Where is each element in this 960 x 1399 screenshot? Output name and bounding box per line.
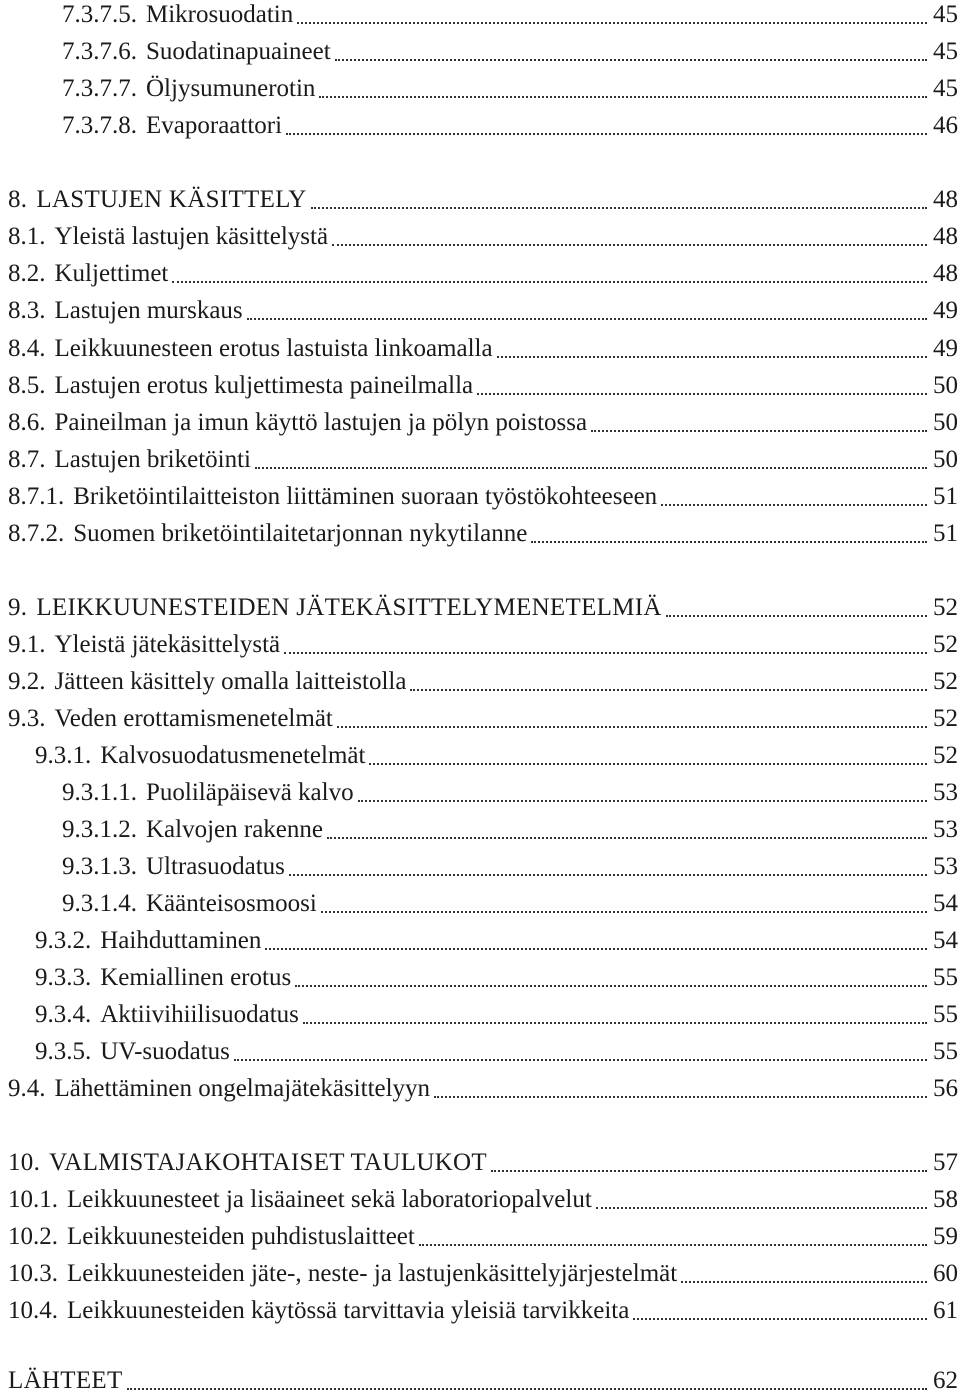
dot-leader (661, 478, 927, 515)
toc-entry-page-number: 50 (933, 446, 958, 473)
toc-entry-number: 10.1. (8, 1186, 58, 1213)
dot-leader (172, 255, 927, 292)
toc-entry-number: 9.3.1.4. (62, 890, 137, 917)
toc-entry[interactable] (0, 848, 958, 885)
dot-leader (265, 922, 927, 959)
toc-entry-title: Lastujen briketöinti (54, 446, 251, 473)
toc-entry-number: 9.3.1. (35, 742, 92, 769)
dot-leader (303, 996, 927, 1033)
toc-entry-page-number: 48 (933, 186, 958, 213)
dot-leader (337, 700, 927, 737)
toc-entry-title: Lastujen murskaus (54, 297, 243, 324)
toc-entry-page-number: 46 (933, 112, 958, 139)
toc-entry-number: 10.3. (8, 1260, 58, 1287)
toc-entry-page-number: 51 (933, 483, 958, 510)
toc-entry-title: Briketöintilaitteiston liittäminen suoraan työstökohteeseen (73, 483, 658, 510)
toc-entry-title: Suomen briketöintilaitetarjonnan nykytilanne (73, 520, 528, 547)
toc-entry-page-number: 52 (933, 631, 958, 658)
toc-entry[interactable] (0, 404, 958, 441)
toc-entry-page-number: 49 (933, 297, 958, 324)
toc-entry[interactable] (0, 478, 958, 515)
dot-leader (419, 1218, 927, 1255)
toc-entry[interactable] (0, 181, 958, 218)
toc-entry-number: 8. (8, 186, 28, 213)
toc-entry-title: Lastujen erotus kuljettimesta paineilmalla (54, 372, 474, 399)
toc-entry-title: Evaporaattori (146, 112, 283, 139)
dot-leader (327, 811, 927, 848)
toc-entry[interactable] (0, 441, 958, 478)
toc-entry-title: LEIKKUUNESTEIDEN JÄTEKÄSITTELYMENETELMIÄ (36, 594, 662, 621)
dot-leader (289, 848, 927, 885)
toc-entry-page-number: 55 (933, 964, 958, 991)
toc-entry-number: 7.3.7.8. (62, 112, 137, 139)
toc-entry-page-number: 51 (933, 520, 958, 547)
toc-entry[interactable] (0, 589, 958, 626)
toc-entry-page-number: 52 (933, 742, 958, 769)
toc-entry-page-number: 50 (933, 409, 958, 436)
toc-entry-number: 8.6. (8, 409, 46, 436)
toc-entry[interactable] (0, 700, 958, 737)
dot-leader (234, 1033, 927, 1070)
toc-entry-number: 9. (8, 594, 28, 621)
toc-entry-title: Käänteisosmoosi (146, 890, 317, 917)
toc-entry-page-number: 56 (933, 1075, 958, 1102)
toc-entry[interactable] (0, 255, 958, 292)
dot-leader (633, 1292, 927, 1329)
toc-entry-title: Suodatinapuaineet (146, 38, 331, 65)
toc-entry-number: 9.3.4. (35, 1001, 92, 1028)
toc-entry-title: Leikkuunesteiden puhdistuslaitteet (67, 1223, 415, 1250)
toc-entry-title: Haihduttaminen (100, 927, 262, 954)
toc-entry-number: 9.3.2. (35, 927, 92, 954)
toc-entry-title: Kemiallinen erotus (100, 964, 292, 991)
toc-entry[interactable] (0, 1362, 958, 1399)
toc-entry-page-number: 59 (933, 1223, 958, 1250)
toc-entry-page-number: 54 (933, 927, 958, 954)
dot-leader (286, 107, 927, 144)
toc-entry-number: 9.3.1.1. (62, 779, 137, 806)
toc-entry-page-number: 52 (933, 705, 958, 732)
toc-entry[interactable] (0, 737, 958, 774)
dot-leader (491, 1144, 927, 1181)
toc-entry-title: Yleistä jätekäsittelystä (54, 631, 281, 658)
toc-entry-title: Leikkuunesteet ja lisäaineet sekä laboratoriopalvelut (67, 1186, 592, 1213)
dot-leader (477, 367, 927, 404)
toc-entry-page-number: 52 (933, 594, 958, 621)
toc-entry-title: Kalvosuodatusmenetelmät (100, 742, 366, 769)
toc-entry-page-number: 52 (933, 668, 958, 695)
toc-entry[interactable] (0, 959, 958, 996)
dot-leader (358, 774, 927, 811)
toc-entry-title: UV-suodatus (100, 1038, 230, 1065)
toc-entry[interactable] (0, 1255, 958, 1292)
toc-entry-title: Leikkuunesteen erotus lastuista linkoamalla (54, 335, 493, 362)
toc-entry[interactable] (0, 996, 958, 1033)
toc-entry-title: Leikkuunesteiden jäte-, neste- ja lastujenkäsittelyjärjestelmät (67, 1260, 678, 1287)
toc-entry-number: 10.4. (8, 1297, 58, 1324)
dot-leader (332, 218, 927, 255)
toc-entry-title: Kuljettimet (54, 260, 169, 287)
toc-entry-title: Puoliläpäisevä kalvo (146, 779, 354, 806)
toc-entry-title: Ultrasuodatus (146, 853, 285, 880)
dot-leader (666, 589, 927, 626)
toc-entry-number: 8.7.2. (8, 520, 65, 547)
toc-entry-number: 8.2. (8, 260, 46, 287)
toc-entry-number: 8.7. (8, 446, 46, 473)
dot-leader (321, 885, 927, 922)
toc-entry-title: LASTUJEN KÄSITTELY (36, 186, 307, 213)
toc-entry[interactable] (0, 885, 958, 922)
toc-entry-page-number: 55 (933, 1001, 958, 1028)
toc-entry-page-number: 57 (933, 1149, 958, 1176)
toc-entry-number: 8.1. (8, 223, 46, 250)
toc-entry-title: Lähettäminen ongelmajätekäsittelyyn (54, 1075, 431, 1102)
dot-leader (127, 1362, 927, 1399)
toc-entry-number: 8.5. (8, 372, 46, 399)
toc-entry-title: Paineilman ja imun käyttö lastujen ja pölyn poistossa (54, 409, 588, 436)
toc-entry[interactable] (0, 1292, 958, 1329)
toc-entry[interactable] (0, 0, 958, 33)
toc-entry-page-number: 62 (933, 1367, 958, 1394)
toc-entry[interactable] (0, 663, 958, 700)
dot-leader (531, 515, 927, 552)
toc-entry-number: 9.3.1.2. (62, 816, 137, 843)
toc-entry[interactable] (0, 1218, 958, 1255)
toc-entry-number: 7.3.7.5. (62, 1, 137, 28)
toc-entry-page-number: 54 (933, 890, 958, 917)
toc-entry[interactable] (0, 218, 958, 255)
toc-entry-number: 9.1. (8, 631, 46, 658)
toc-entry-number: 9.2. (8, 668, 46, 695)
toc-entry-page-number: 53 (933, 853, 958, 880)
toc-entry-page-number: 53 (933, 816, 958, 843)
dot-leader (497, 330, 927, 367)
toc-entry-title: VALMISTAJAKOHTAISET TAULUKOT (49, 1149, 487, 1176)
toc-entry-number: 10.2. (8, 1223, 58, 1250)
toc-entry[interactable] (0, 626, 958, 663)
toc-entry-page-number: 45 (933, 75, 958, 102)
dot-leader (591, 404, 927, 441)
toc-entry-page-number: 45 (933, 38, 958, 65)
toc-entry-page-number: 55 (933, 1038, 958, 1065)
dot-leader (369, 737, 927, 774)
toc-entry-number: 10. (8, 1149, 41, 1176)
dot-leader (295, 959, 927, 996)
toc-entry[interactable] (0, 367, 958, 404)
toc-entry-title: Aktiivihiilisuodatus (100, 1001, 299, 1028)
toc-entry-page-number: 45 (933, 1, 958, 28)
toc-entry[interactable] (0, 515, 958, 552)
toc-entry-number: 8.3. (8, 297, 46, 324)
toc-entry[interactable] (0, 107, 958, 144)
toc-entry[interactable] (0, 330, 958, 367)
toc-entry-page-number: 50 (933, 372, 958, 399)
toc-entry[interactable] (0, 922, 958, 959)
toc-entry-title: LÄHTEET (8, 1367, 123, 1394)
toc-entry-title: Jätteen käsittely omalla laitteistolla (54, 668, 407, 695)
toc-entry-page-number: 53 (933, 779, 958, 806)
dot-leader (255, 441, 927, 478)
toc-entry[interactable] (0, 1144, 958, 1181)
toc-entry-number: 8.4. (8, 335, 46, 362)
toc-entry-number: 8.7.1. (8, 483, 65, 510)
toc-entry-page-number: 49 (933, 335, 958, 362)
toc-entry-title: Kalvojen rakenne (146, 816, 324, 843)
toc-entry[interactable] (0, 1033, 958, 1070)
dot-leader (319, 70, 927, 107)
toc-entry-number: 9.3.3. (35, 964, 92, 991)
toc-entry-number: 9.4. (8, 1075, 46, 1102)
toc-entry-title: Öljysumunerotin (146, 75, 316, 102)
dot-leader (297, 0, 927, 33)
dot-leader (335, 33, 927, 70)
dot-leader (434, 1070, 927, 1107)
toc-entry-title: Yleistä lastujen käsittelystä (54, 223, 329, 250)
toc-entry-page-number: 58 (933, 1186, 958, 1213)
toc-entry-number: 7.3.7.7. (62, 75, 137, 102)
dot-leader (410, 663, 927, 700)
toc-entry-page-number: 61 (933, 1297, 958, 1324)
toc-entry[interactable] (0, 811, 958, 848)
toc-entry-page-number: 60 (933, 1260, 958, 1287)
dot-leader (681, 1255, 927, 1292)
toc-entry[interactable] (0, 292, 958, 329)
toc-entry-page-number: 48 (933, 260, 958, 287)
dot-leader (284, 626, 927, 663)
toc-entry-title: Mikrosuodatin (146, 1, 294, 28)
toc-entry-title: Veden erottamismenetelmät (54, 705, 333, 732)
toc-entry[interactable] (0, 33, 958, 70)
dot-leader (596, 1181, 927, 1218)
toc-entry-number: 9.3.1.3. (62, 853, 137, 880)
toc-entry-number: 7.3.7.6. (62, 38, 137, 65)
dot-leader (311, 181, 927, 218)
toc-entry-number: 9.3.5. (35, 1038, 92, 1065)
toc-entry[interactable] (0, 1070, 958, 1107)
dot-leader (247, 292, 927, 329)
toc-entry[interactable] (0, 1181, 958, 1218)
toc-entry-page-number: 48 (933, 223, 958, 250)
toc-entry-number: 9.3. (8, 705, 46, 732)
toc-entry-title: Leikkuunesteiden käytössä tarvittavia yleisiä tarvikkeita (67, 1297, 630, 1324)
toc-entry[interactable] (0, 774, 958, 811)
toc-entry[interactable] (0, 70, 958, 107)
